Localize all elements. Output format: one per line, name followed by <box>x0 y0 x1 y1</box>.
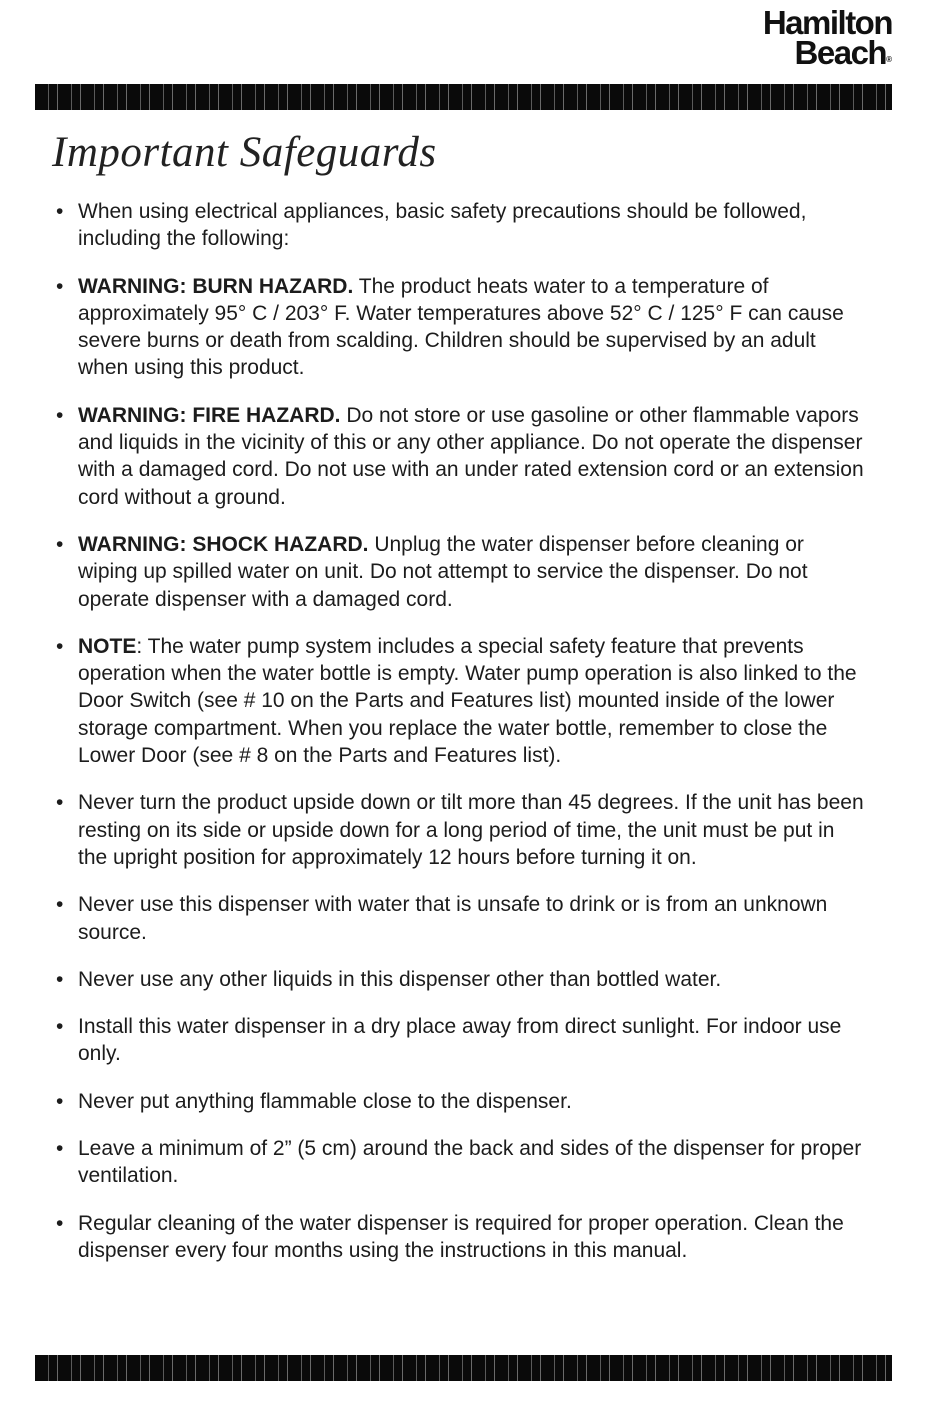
list-item <box>50 789 865 871</box>
list-item <box>50 1135 865 1190</box>
item-text: Never use this dispenser with water that is unsafe to drink or is from an unknown source. <box>78 893 828 944</box>
list-item <box>50 891 865 946</box>
item-strong: WARNING: FIRE HAZARD. <box>78 403 341 427</box>
item-text: When using electrical appliances, basic safety precautions should be followed, including the following: <box>78 200 807 251</box>
item-strong: NOTE <box>78 634 137 658</box>
item-text: Never put anything flammable close to the dispenser. <box>78 1089 572 1113</box>
brand-line-1: Hamilton <box>762 4 892 41</box>
item-text: : The water pump system includes a special safety feature that prevents operation when the water bottle is empty. Water pump operation is also linked to the Door Switch (see # 10 on the Parts and Features list) mounted inside of the lower storage compartment. When you replace the water bottle, remember to close the Lower Door (see # 8 on the Parts and Features list). <box>78 634 857 768</box>
item-text: Unplug the water dispenser before cleaning or wiping up spilled water on unit. Do not attempt to service the dispenser. Do not operate dispenser with a damaged cord. <box>78 532 808 611</box>
list-item <box>50 402 865 511</box>
item-strong: WARNING: BURN HAZARD. <box>78 274 354 298</box>
list-item <box>50 531 865 613</box>
item-strong: WARNING: SHOCK HAZARD. <box>78 532 369 556</box>
top-stripe-band <box>35 84 892 110</box>
list-item <box>50 198 865 253</box>
item-text: Never turn the product upside down or tilt more than 45 degrees. If the unit has been resting on its side or upside down for a long period of time, the unit must be put in the upright position for approximately 12 hours before turning it on. <box>78 791 864 869</box>
list-item <box>50 1013 865 1068</box>
list-item <box>50 1210 865 1265</box>
registered-mark: ® <box>886 55 892 64</box>
item-text: Do not store or use gasoline or other flammable vapors and liquids in the vicinity of this or any other appliance. Do not operate the dispenser with a damaged cord. Do not use with an under rated extension cord or an extension cord without a ground. <box>78 403 864 509</box>
item-text: Install this water dispenser in a dry place away from direct sunlight. For indoor use only. <box>78 1015 842 1066</box>
list-item <box>50 273 865 382</box>
page-title: Important Safeguards <box>52 129 437 176</box>
bottom-stripe-band <box>35 1355 892 1381</box>
list-item <box>50 633 865 769</box>
brand-line-2: Beach <box>794 34 887 71</box>
item-text: The product heats water to a temperature of approximately 95° C / 203° F. Water temperatures above 52° C / 125° F can cause severe burns or death from scalding. Children should be supervised by an adult when using this product. <box>78 274 844 380</box>
safeguards-list <box>50 198 865 1284</box>
item-text: Regular cleaning of the water dispenser is required for proper operation. Clean the dispenser every four months using the instructions in this manual. <box>78 1211 844 1262</box>
brand-logo <box>762 4 892 75</box>
list-item <box>50 1088 865 1115</box>
item-text: Leave a minimum of 2” (5 cm) around the back and sides of the dispenser for proper ventilation. <box>78 1137 862 1188</box>
item-text: Never use any other liquids in this dispenser other than bottled water. <box>78 967 722 991</box>
list-item <box>50 966 865 993</box>
